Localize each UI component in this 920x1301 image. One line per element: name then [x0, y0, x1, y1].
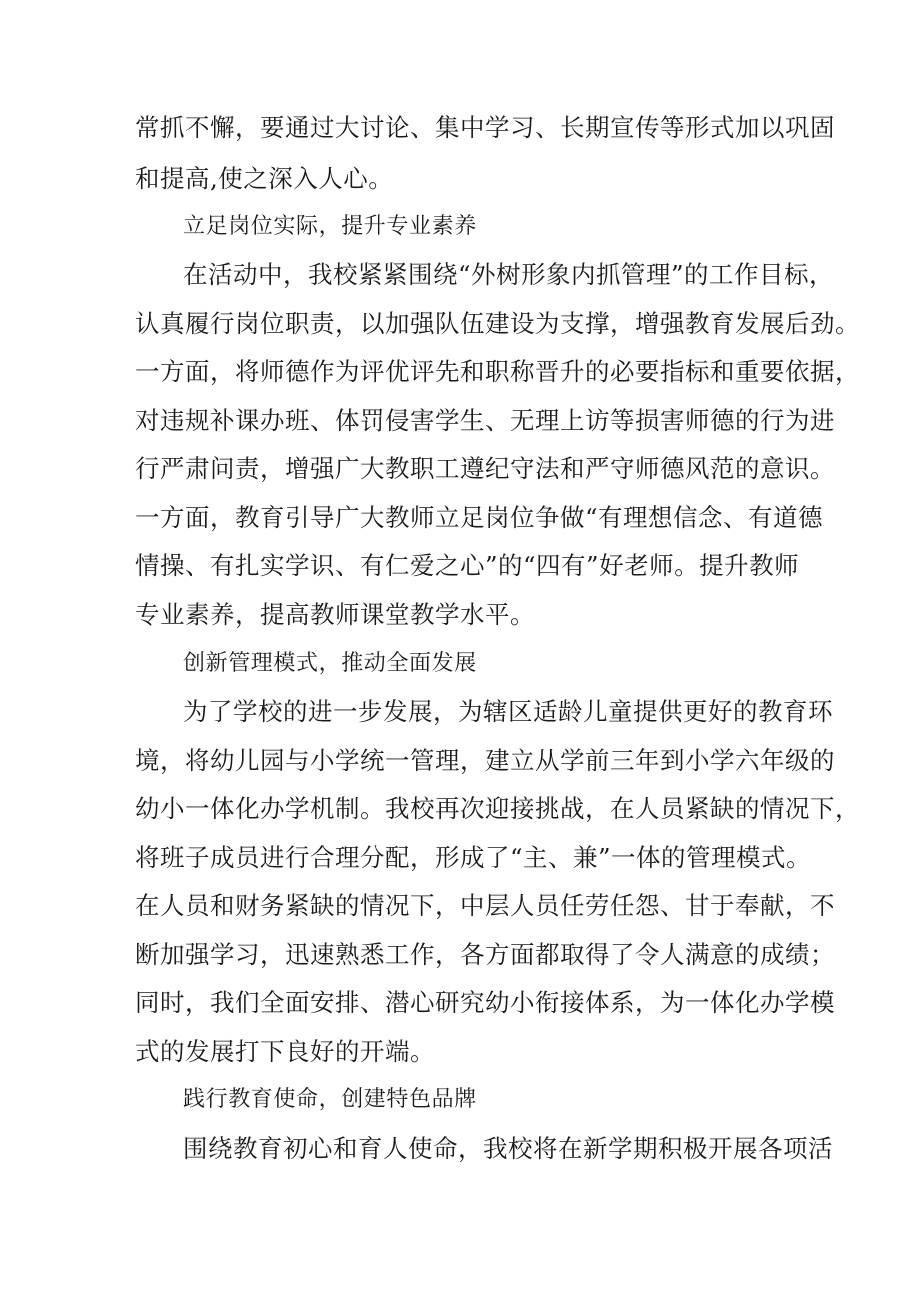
- paragraph-line: 将班子成员进行合理分配，形成了“主、兼”一体的管理模式。: [135, 843, 812, 872]
- paragraph-line: 认真履行岗位职责，以加强队伍建设为支撑，增强教育发展后劲。: [135, 309, 860, 338]
- paragraph-line: 和提高,使之深入人心。: [135, 164, 394, 193]
- section-heading: 创新管理模式，推动全面发展: [183, 651, 477, 676]
- paragraph-line: 专业素养，提高教师课堂教学水平。: [135, 600, 535, 629]
- section-heading: 立足岗位实际，提升专业素养: [183, 214, 477, 239]
- paragraph-line: 境，将幼儿园与小学统一管理，建立从学前三年到小学六年级的: [135, 746, 835, 775]
- section-heading: 践行教育使命，创建特色品牌: [183, 1087, 477, 1112]
- paragraph-line: 在人员和财务紧缺的情况下，中层人员任劳任怨、甘于奉献，不: [135, 891, 835, 920]
- paragraph-line: 一方面，将师德作为评优评先和职称晋升的必要指标和重要依据，: [135, 357, 860, 386]
- paragraph-line: 常抓不懈，要通过大讨论、集中学习、长期宣传等形式加以巩固: [135, 113, 835, 142]
- paragraph-line: 行严肃问责，增强广大教职工遵纪守法和严守师德风范的意识。: [135, 454, 835, 483]
- paragraph-line: 对违规补课办班、体罚侵害学生、无理上访等损害师德的行为进: [135, 406, 835, 435]
- paragraph-line: 为了学校的进一步发展，为辖区适龄儿童提供更好的教育环: [183, 697, 833, 726]
- paragraph-line: 围绕教育初心和育人使命，我校将在新学期积极开展各项活: [183, 1134, 833, 1163]
- paragraph-line: 情操、有扎实学识、有仁爱之心”的“四有”好老师。提升教师: [135, 551, 800, 580]
- paragraph-line: 同时，我们全面安排、潜心研究幼小衔接体系，为一体化办学模: [135, 988, 835, 1017]
- paragraph-line: 幼小一体化办学机制。我校再次迎接挑战，在人员紧缺的情况下，: [135, 794, 860, 823]
- paragraph-line: 在活动中，我校紧紧围绕“外树形象内抓管理”的工作目标，: [183, 260, 835, 289]
- paragraph-line: 一方面，教育引导广大教师立足岗位争做“有理想信念、有道德: [135, 503, 824, 532]
- paragraph-line: 断加强学习，迅速熟悉工作，各方面都取得了令人满意的成绩；: [135, 940, 835, 969]
- paragraph-line: 式的发展打下良好的开端。: [135, 1037, 435, 1066]
